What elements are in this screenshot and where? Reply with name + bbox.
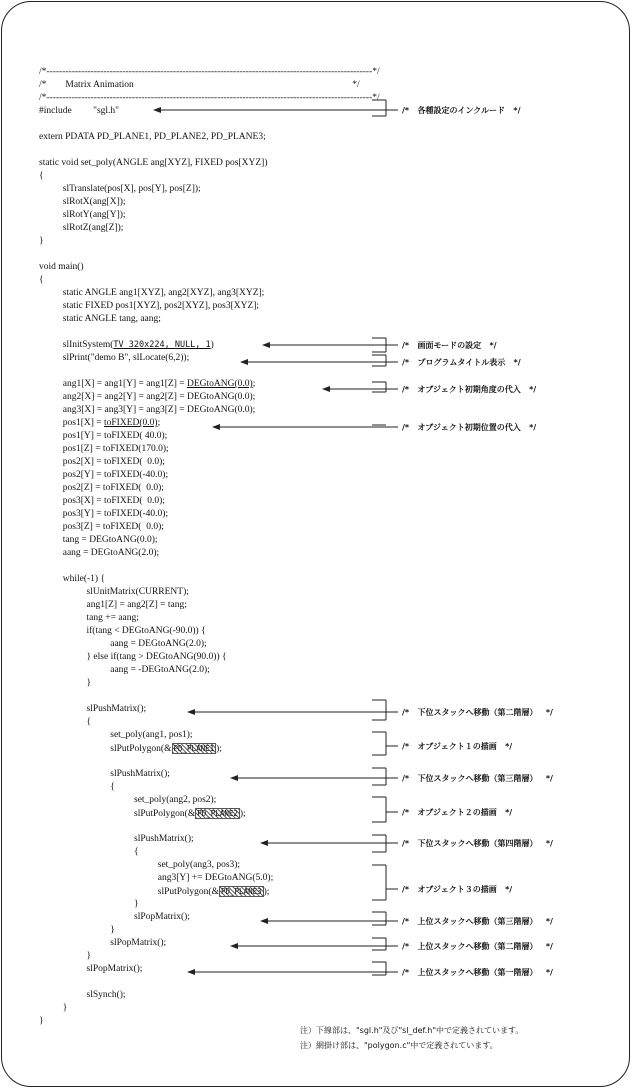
comment-annotation: /* 下位スタックへ移動（第四階層） */ (402, 839, 553, 848)
comment-annotation: /* 上位スタックへ移動（第二階層） */ (402, 942, 553, 951)
code-line: /*-------------------------------------------------------------------------------------------------------*/ (39, 93, 380, 103)
code-line: } (39, 1003, 68, 1013)
footnote-line: 注）下線部は、"sgl.h"及び"sl_def.h"中で定義されています。 (300, 1026, 524, 1035)
code-line: slPopMatrix(); (39, 938, 167, 948)
code-line: pos1[Z] = toFIXED(170.0); (39, 444, 169, 454)
code-line: slPushMatrix(); (39, 769, 170, 779)
code-fragment: slInitSystem( (39, 340, 114, 350)
code-fragment: ) (210, 340, 214, 350)
code-line: pos3[Z] = toFIXED( 0.0); (39, 522, 164, 532)
code-line: } (39, 1016, 44, 1026)
defined-term: toFIXED(0.0) (104, 418, 158, 428)
arrow-head (322, 386, 330, 392)
comment-annotation: /* オブジェクト初期角度の代入 */ (402, 385, 537, 394)
defined-term: DEGtoANG(0.0) (186, 379, 253, 389)
code-fragment: pos1[X] = (39, 418, 104, 428)
code-line: pos2[Y] = toFIXED(-40.0); (39, 470, 169, 480)
code-line: } (39, 899, 139, 909)
code-line: set_poly(ang3, pos3); (39, 860, 241, 870)
arrow-head (240, 359, 248, 365)
code-line: slPushMatrix(); (39, 704, 147, 714)
code-line: } (39, 236, 44, 246)
code-line: pos3[Y] = toFIXED(-40.0); (39, 509, 169, 519)
arrow-head (187, 709, 195, 715)
comment-annotation: /* 画面モードの設定 */ (402, 341, 497, 350)
footnote-line: 注）網掛け部は、"polygon.c"中で定義されています。 (300, 1041, 498, 1050)
code-line: pos2[X] = toFIXED( 0.0); (39, 457, 165, 467)
code-line: /* Matrix Animation */ (39, 80, 360, 90)
code-line: aang = DEGtoANG(2.0); (39, 639, 207, 649)
code-line: slRotX(ang[X]); (39, 197, 126, 207)
code-line: while(-1) { (39, 574, 106, 584)
code-line: ang3[X] = ang3[Y] = ang3[Z] = DEGtoANG(0.0); (39, 405, 256, 415)
arrow-head (230, 775, 238, 781)
code-line: } (39, 925, 115, 935)
code-line: #include "sgl.h" (39, 106, 120, 116)
hatched-term: PD_PLANE3 (221, 887, 262, 896)
comment-annotation: /* 下位スタックへ移動（第二階層） */ (402, 708, 553, 717)
code-line: tang += aang; (39, 613, 139, 623)
hatched-term: PD_PLANE2 (197, 809, 238, 818)
code-line: static FIXED pos1[XYZ], pos2[XYZ], pos3[XYZ]; (39, 301, 260, 311)
code-fragment: ; (157, 418, 161, 428)
code-line: slRotZ(ang[Z]); (39, 223, 124, 233)
code-line: extern PDATA PD_PLANE1, PD_PLANE2, PD_PLANE3; (39, 132, 266, 142)
code-fragment: slPutPolygon(& (39, 809, 196, 819)
code-line: aang = -DEGtoANG(2.0); (39, 665, 210, 675)
code-line: static void set_poly(ANGLE ang[XYZ], FIXED pos[XYZ]) (39, 158, 268, 168)
code-fragment: slPutPolygon(& (39, 887, 219, 897)
code-line: slPopMatrix(); (39, 912, 190, 922)
comment-annotation: /* オブジェクト初期位置の代入 */ (402, 423, 537, 432)
arrow-head (230, 943, 238, 949)
code-fragment: ; (252, 379, 256, 389)
code-line: pos3[X] = toFIXED( 0.0); (39, 496, 165, 506)
arrow-head (262, 342, 270, 348)
code-line: { (39, 717, 92, 727)
code-line: slPopMatrix(); (39, 964, 143, 974)
code-line: slUnitMatrix(CURRENT); (39, 587, 189, 597)
code-line: tang = DEGtoANG(0.0); (39, 535, 158, 545)
comment-annotation: /* 下位スタックへ移動（第三階層） */ (402, 774, 553, 783)
code-line: slRotY(ang[Y]); (39, 210, 126, 220)
defined-term: TV_320x224, NULL, 1 (113, 340, 211, 350)
comment-annotation: /* 上位スタックへ移動（第三階層） */ (402, 917, 553, 926)
code-line: set_poly(ang2, pos2); (39, 795, 217, 805)
arrow-head (260, 918, 268, 924)
code-line: } else if(tang > DEGtoANG(90.0)) { (39, 652, 227, 662)
code-line: static ANGLE ang1[XYZ], ang2[XYZ], ang3[XYZ]; (39, 288, 265, 298)
code-line: ang1[Z] = ang2[Z] = tang; (39, 600, 187, 610)
code-line: } (39, 951, 92, 961)
arrow-head (187, 969, 195, 975)
comment-annotation: /* オブジェクト２の描画 */ (402, 808, 513, 817)
code-line: if(tang < DEGtoANG(-90.0)) { (39, 626, 206, 636)
comment-annotation: /* オブジェクト１の描画 */ (402, 742, 513, 751)
code-line: pos1[Y] = toFIXED( 40.0); (39, 431, 168, 441)
code-fragment: slPutPolygon(& (39, 744, 172, 754)
code-line: { (39, 275, 44, 285)
comment-annotation: /* オブジェクト３の描画 */ (402, 885, 513, 894)
code-line: /*-------------------------------------------------------------------------------------------------------*/ (39, 67, 380, 77)
code-fragment: ); (216, 744, 222, 754)
arrow-head (153, 107, 161, 113)
comment-annotation: /* 上位スタックへ移動（第一階層） */ (402, 968, 553, 977)
code-line: set_poly(ang1, pos1); (39, 730, 193, 740)
comment-annotation: /* プログラムタイトル表示 */ (402, 358, 521, 367)
hatched-term: PD_PLANE1 (173, 744, 215, 753)
code-line: } (39, 678, 92, 688)
arrow-head (212, 424, 220, 430)
code-line: { (39, 171, 44, 181)
code-line: ang3[Y] += DEGtoANG(5.0); (39, 873, 274, 883)
code-fragment: ); (263, 887, 270, 897)
code-fragment: ); (239, 809, 246, 819)
code-line: { (39, 782, 115, 792)
code-line: slSynch(); (39, 990, 126, 1000)
code-line: void main() (39, 262, 84, 272)
comment-annotation: /* 各種設定のインクルード */ (402, 106, 521, 115)
code-line: aang = DEGtoANG(2.0); (39, 548, 160, 558)
code-line: ang2[X] = ang2[Y] = ang2[Z] = DEGtoANG(0.0); (39, 392, 256, 402)
code-line: static ANGLE tang, aang; (39, 314, 161, 324)
code-line: slTranslate(pos[X], pos[Y], pos[Z]); (39, 184, 201, 194)
code-fragment: ang1[X] = ang1[Y] = ang1[Z] = (39, 379, 187, 389)
code-line: slPushMatrix(); (39, 834, 194, 844)
code-line: slPrint("demo B", slLocate(6,2)); (39, 353, 190, 363)
code-line: pos2[Z] = toFIXED( 0.0); (39, 483, 164, 493)
code-line: { (39, 847, 139, 857)
arrow-head (260, 840, 268, 846)
